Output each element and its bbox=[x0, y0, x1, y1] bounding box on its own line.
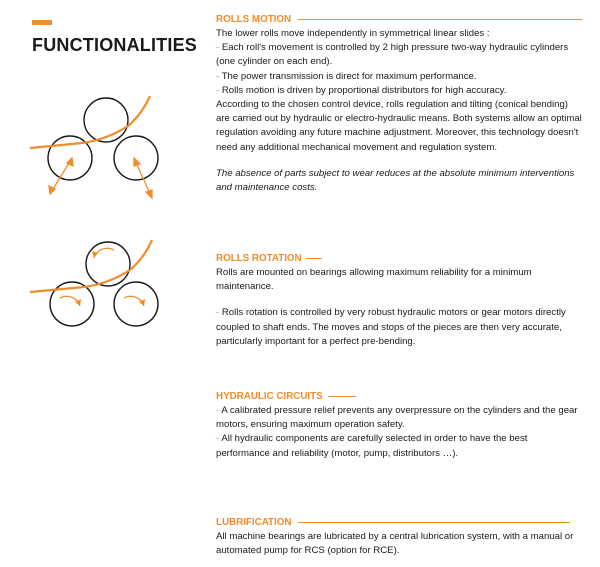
section-title: HYDRAULIC CIRCUITS bbox=[216, 391, 327, 402]
paragraph: Rolls are mounted on bearings allowing maximum reliability for a minimum maintenance. bbox=[216, 267, 532, 293]
section-rule bbox=[298, 522, 570, 523]
lower-right-roll-circle bbox=[114, 136, 158, 180]
upper-roll-circle bbox=[84, 98, 128, 142]
section-title: LUBRIFICATION bbox=[216, 517, 295, 528]
section-header bbox=[216, 13, 582, 27]
rolls-rotation-diagram bbox=[28, 236, 164, 346]
italic-note: The absence of parts subject to wear reduces at the absolute minimum interventions and maintenance costs. bbox=[216, 167, 575, 194]
paragraph: - The power transmission is direct for maximum performance. bbox=[216, 70, 477, 82]
section-header bbox=[216, 252, 582, 266]
paragraph: The lower rolls move independently in symmetrical linear slides : bbox=[216, 28, 490, 39]
paragraph: - All hydraulic components are carefully selected in order to have the best performance and reliability (motor, pump, distributors …). bbox=[216, 433, 528, 459]
section-lubrification bbox=[216, 516, 582, 558]
title-accent-bar bbox=[32, 20, 52, 25]
section-rolls-motion bbox=[216, 13, 582, 195]
sheet-curve bbox=[30, 96, 150, 148]
section-rolls-rotation bbox=[216, 252, 582, 349]
section-rule bbox=[328, 396, 356, 397]
section-rule bbox=[298, 19, 582, 20]
section-title: ROLLS MOTION bbox=[216, 14, 295, 25]
rolls-motion-diagram bbox=[28, 90, 164, 210]
section-title: ROLLS ROTATION bbox=[216, 253, 306, 264]
section-header bbox=[216, 516, 582, 530]
lower-right-roll-circle bbox=[114, 282, 158, 326]
paragraph: According to the chosen control device, rolls regulation and tilting (conical bending) are carried out by hydraulic or electro-hydraulic means. Both systems allow an optimal regulation avoiding any future machine adjustment. Moreover, this technology doesn't need any additional mechanical movement and regulation system. bbox=[216, 99, 582, 153]
paragraph: - Each roll's movement is controlled by 2 high pressure two-way hydraulic cylinders (one cylinder on each end). bbox=[216, 42, 569, 68]
paragraph: All machine bearings are lubricated by a central lubrication system, with a manual or automated pump for RCS (option for RCE). bbox=[216, 531, 574, 557]
page-title: FUNCTIONALITIES bbox=[32, 35, 197, 55]
section-header bbox=[216, 390, 582, 404]
paragraph: - Rolls rotation is controlled by very robust hydraulic motors or gear motors directly coupled to shaft ends. The moves and stops of the pieces are then very accurate, particularly important for a perfect pre-bending. bbox=[216, 307, 566, 347]
paragraph: - A calibrated pressure relief prevents any overpressure on the cylinders and the gear motors, ensuring maximum operation safety. bbox=[216, 405, 578, 431]
paragraph: - Rolls motion is driven by proportional distributors for high accuracy. bbox=[216, 84, 507, 96]
section-hydraulic-circuits bbox=[216, 390, 582, 461]
section-rule bbox=[304, 258, 322, 259]
sheet-curve bbox=[30, 240, 152, 292]
